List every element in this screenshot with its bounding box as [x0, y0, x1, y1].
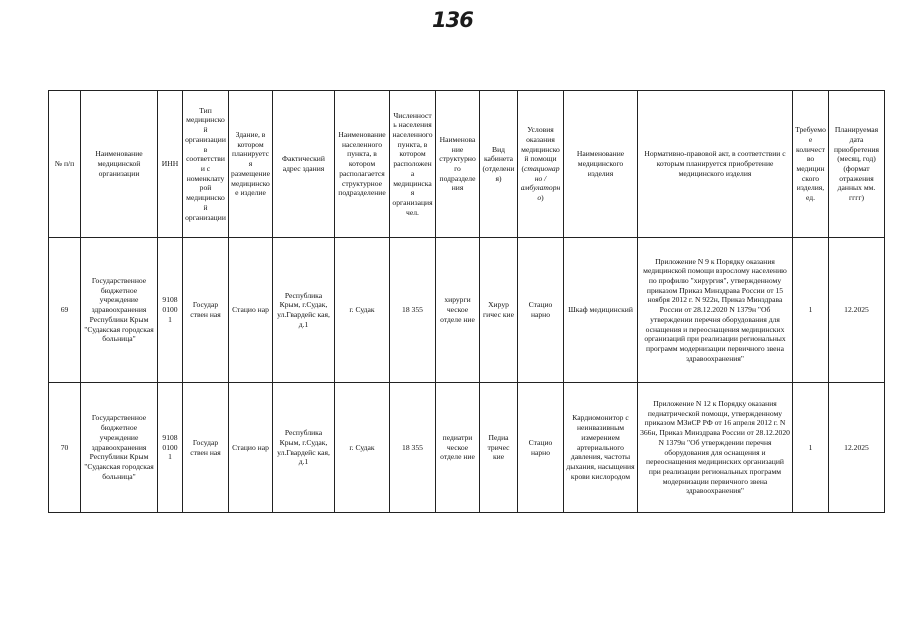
header-building: Здание, в котором планируется размещение медицинское изделие: [229, 91, 273, 238]
equipment-plan-table: [48, 90, 885, 513]
table-header-row: [49, 91, 885, 238]
header-settlement: Наименование населенного пункта, в котором располагается структурное подразделение: [335, 91, 390, 238]
cell-planned-date: 12.2025: [829, 238, 885, 383]
cell-address: Республика Крым, г.Судак, ул.Гвардейс кая, д.1: [273, 383, 335, 513]
cell-org-name: Государственное бюджетное учреждение здравоохранения Республики Крым "Судакская городская больница": [81, 238, 158, 383]
cell-conditions: Стацио нарно: [518, 238, 564, 383]
header-device: Наименование медицинского изделия: [564, 91, 638, 238]
cell-department: хирурги ческое отделе ние: [436, 238, 480, 383]
cell-num: 70: [49, 383, 81, 513]
header-num: № п/п: [49, 91, 81, 238]
cell-device: Кардиомонитор с неинвазивным измерением артериального давления, частоты дыхания, насыщения крови кислородом: [564, 383, 638, 513]
header-org-name: Наименование медицинской организации: [81, 91, 158, 238]
cell-population: 18 355: [390, 383, 436, 513]
cell-device: Шкаф медицинский: [564, 238, 638, 383]
cell-inn: 9108 0100 1: [158, 238, 183, 383]
cell-conditions: Стацио нарно: [518, 383, 564, 513]
cell-quantity: 1: [793, 383, 829, 513]
header-department: Наименование структурного подразделения: [436, 91, 480, 238]
header-conditions-prefix: Условия оказания медицинской помощи (: [521, 125, 560, 173]
cell-building: Стацио нар: [229, 238, 273, 383]
cell-settlement: г. Судак: [335, 238, 390, 383]
header-inn: ИНН: [158, 91, 183, 238]
header-quantity: Требуемое количество медицинского изделия, ед.: [793, 91, 829, 238]
header-planned-date: Планируемая дата приобретения (месяц, год) (формат отражения данных мм. гггг): [829, 91, 885, 238]
cell-address: Республика Крым, г.Судак, ул.Гвардейс кая, д.1: [273, 238, 335, 383]
header-org-type: Тип медицинской организации в соответствии с номенклатурой медицинской организации: [183, 91, 229, 238]
cell-quantity: 1: [793, 238, 829, 383]
cell-cabinet: Хирур гичес кие: [480, 238, 518, 383]
header-conditions-suffix: ): [541, 193, 544, 203]
cell-department: педиатри ческое отделе ние: [436, 383, 480, 513]
table-row: [49, 238, 885, 383]
cell-legal-act: Приложение N 9 к Порядку оказания медицинской помощи взрослому населению по профилю "хирургия", утвержденному приказом Приказ Минздрава России от 15 ноября 2012 г. N 922н, Приказ Минздрава России от 28.12.2020 N 1379н "Об утверждении перечня оборудования для оснащения и переоснащения медицинских организаций при реализации региональных программ модернизации первичного звена здравоохранения": [638, 238, 793, 383]
header-conditions: [518, 91, 564, 238]
cell-settlement: г. Судак: [335, 383, 390, 513]
header-conditions-italic: стационарно / амбулаторно: [520, 164, 561, 203]
cell-building: Стацио нар: [229, 383, 273, 513]
cell-inn: 9108 0100 1: [158, 383, 183, 513]
header-legal-act: Нормативно-правовой акт, в соответствии с которым планируется приобретение медицинского изделия: [638, 91, 793, 238]
cell-org-name: Государственное бюджетное учреждение здравоохранения Республики Крым "Судакская городская больница": [81, 383, 158, 513]
cell-cabinet: Педиа тричес кие: [480, 383, 518, 513]
cell-planned-date: 12.2025: [829, 383, 885, 513]
table-row: [49, 383, 885, 513]
cell-org-type: Государ ствен ная: [183, 383, 229, 513]
cell-org-type: Государ ствен ная: [183, 238, 229, 383]
header-population: Численность населения населенного пункта, в котором расположена медицинская организация чел.: [390, 91, 436, 238]
cell-legal-act: Приложение N 12 к Порядку оказания педиатрической помощи, утвержденному приказом МЗиСР РФ от 16 апреля 2012 г. N 366н, Приказ Минздрава России от 28.12.2020 N 1379н "Об утверждении перечня оборудования для оснащения и переоснащения медицинских организаций при реализации региональных программ модернизации первичного звена здравоохранения": [638, 383, 793, 513]
page-number: 136: [432, 8, 473, 32]
header-cabinet: Вид кабинета (отделения): [480, 91, 518, 238]
cell-population: 18 355: [390, 238, 436, 383]
cell-num: 69: [49, 238, 81, 383]
header-address: Фактический адрес здания: [273, 91, 335, 238]
